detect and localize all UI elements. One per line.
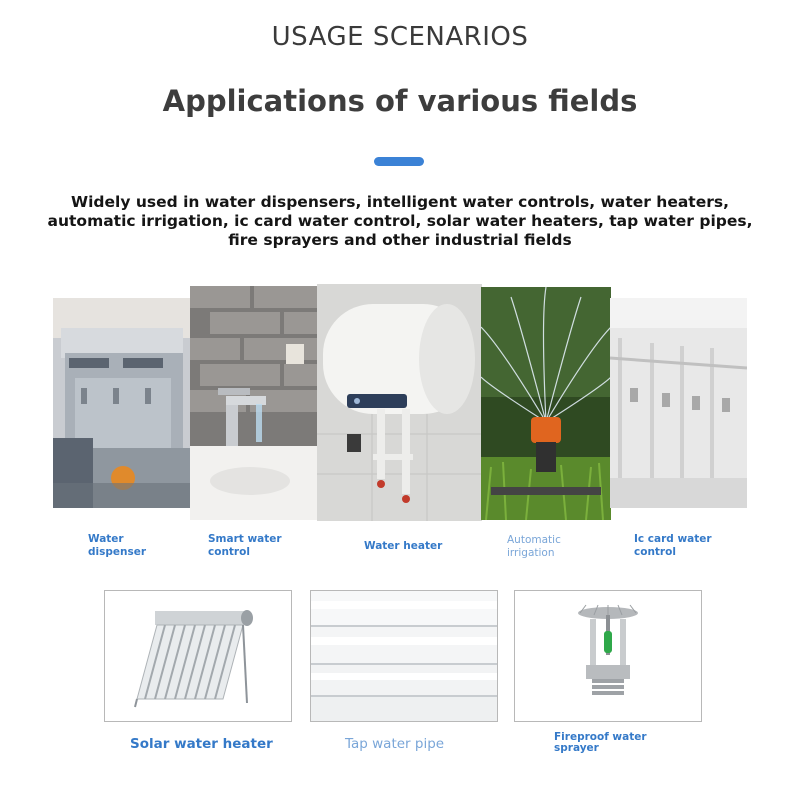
caption-fireproof-water-sprayer: Fireproof water sprayer bbox=[554, 731, 647, 754]
shower-room-photo bbox=[610, 298, 747, 508]
section-eyebrow: USAGE SCENARIOS bbox=[271, 22, 529, 52]
title-accent-bar bbox=[374, 157, 424, 166]
caption-solar-water-heater: Solar water heater bbox=[130, 736, 273, 752]
water-dispenser-photo bbox=[53, 298, 191, 508]
faucet-sink-photo bbox=[190, 286, 318, 520]
description-line: fire sprayers and other industrial fields bbox=[228, 231, 572, 249]
caption-water-heater: Water heater bbox=[364, 540, 443, 552]
caption-automatic-irrigation: Automatic irrigation bbox=[507, 534, 561, 559]
electric-water-heater-photo bbox=[317, 284, 482, 521]
water-pipes-photo bbox=[310, 590, 498, 722]
description-line: automatic irrigation, ic card water control, solar water heaters, tap water pipes, bbox=[47, 212, 753, 230]
caption-water-dispenser: Water dispenser bbox=[88, 533, 147, 558]
description-text bbox=[40, 193, 760, 250]
caption-tap-water-pipe: Tap water pipe bbox=[345, 736, 445, 752]
lawn-sprinkler-photo bbox=[481, 287, 611, 520]
solar-water-heater-photo bbox=[104, 590, 292, 722]
description-line: Widely used in water dispensers, intelligent water controls, water heaters, bbox=[71, 193, 729, 211]
caption-smart-water-control: Smart water control bbox=[208, 533, 282, 558]
caption-ic-card-water-control: Ic card water control bbox=[634, 533, 712, 558]
page-title: Applications of various fields bbox=[162, 84, 638, 118]
fire-sprinkler-head-photo bbox=[514, 590, 702, 722]
